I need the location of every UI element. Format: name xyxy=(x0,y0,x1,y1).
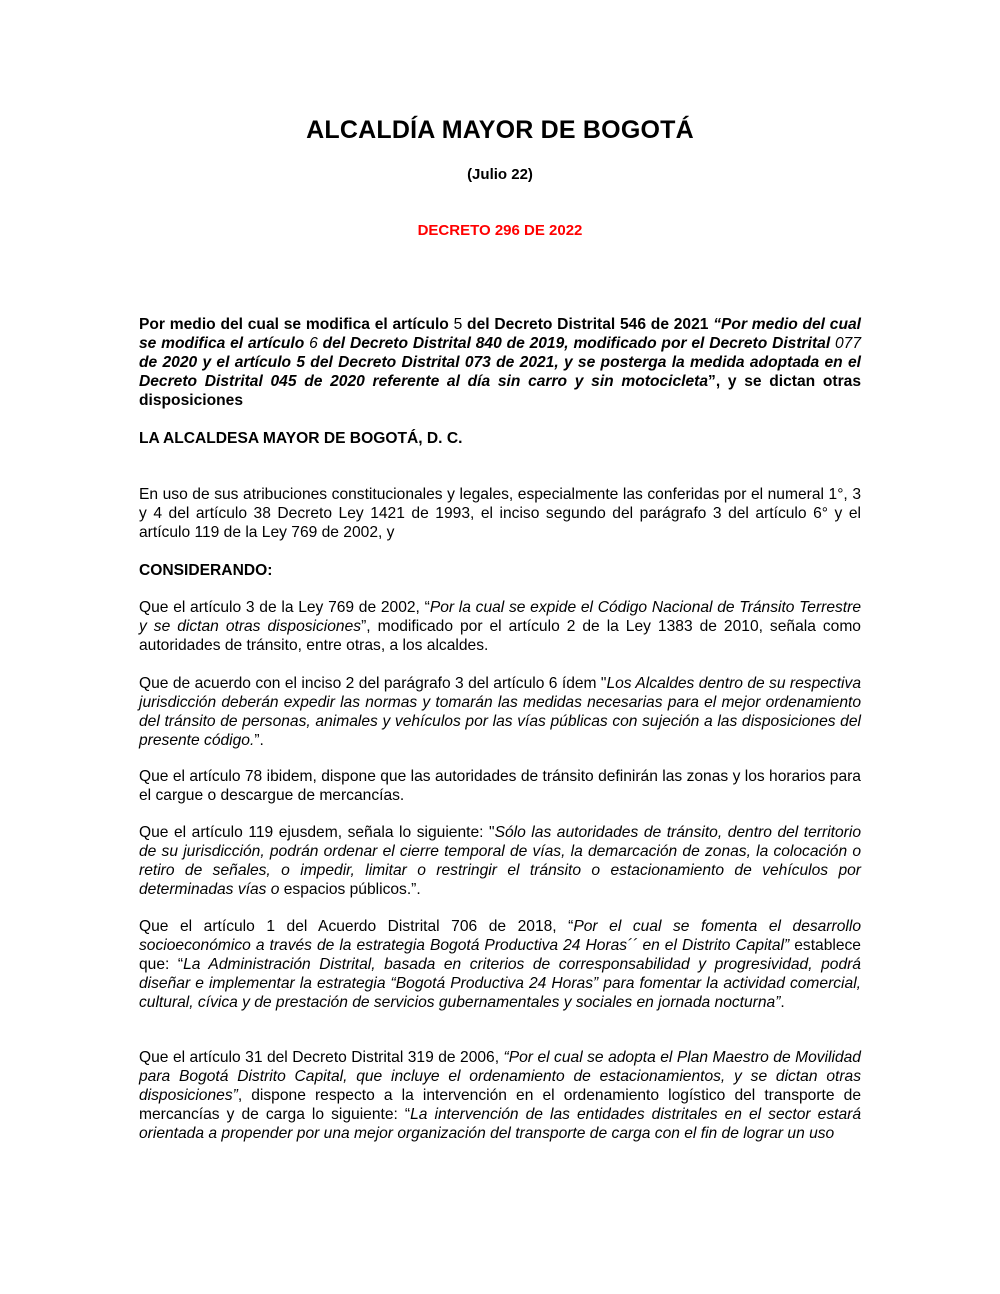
paragraph-part: establece que: “ xyxy=(139,937,861,973)
paragraph-part: Sólo las autoridades de tránsito, dentro del territorio de su jurisdicción, podrán ordenar el cierre temporal de vías, la demarcación de zonas, la colocación o retiro de señales, o impedir, limitar o restringir el tránsito o estacionamiento de vehículos por determinadas vías o xyxy=(139,824,861,898)
heading-part: del Decreto Distrital 546 de 2021 xyxy=(462,316,714,333)
paragraph-part: Por el cual se fomenta el desarrollo socioeconómico a través de la estrategia Bogotá Productiva 24 Horas´´ en el Distrito Capital” xyxy=(139,918,861,954)
paragraph-4 xyxy=(139,823,861,899)
paragraph-5 xyxy=(139,917,861,1012)
paragraph-part: “Por el cual se adopta el Plan Maestro de Movilidad para Bogotá Distrito Capital, que incluye el ordenamiento de estacionamientos, y se dictan otras disposiciones” xyxy=(139,1049,861,1104)
paragraph-part: Por la cual se expide el Código Nacional de Tránsito Terrestre y se dictan otras disposiciones xyxy=(139,599,861,635)
authority-line xyxy=(139,429,861,448)
paragraph-part: . xyxy=(780,994,785,1011)
paragraph-part: , dispone respecto a la intervención en el ordenamiento logístico del transporte de mercancías y de carga lo siguiente: “ xyxy=(139,1087,861,1123)
paragraph-part: espacios públicos.”. xyxy=(279,881,421,898)
heading-part: 6 xyxy=(309,335,318,352)
paragraph-part: Que el artículo 119 ejusdem, señala lo siguiente: " xyxy=(139,824,495,841)
paragraph-2 xyxy=(139,674,861,750)
heading-part: “Por medio del cual se modifica el artículo xyxy=(139,316,861,352)
paragraph-part: La Administración Distrital, basada en criterios de corresponsabilidad y progresividad, podrá diseñar e implementar la estrategia “Bogotá Productiva 24 Horas” para fomentar la actividad comercial, cultural, cívica y de prestación de servicios gubernamentales y sociales en jornada nocturna” xyxy=(139,956,861,1011)
considerando-text: CONSIDERANDO: xyxy=(139,562,273,579)
heading-part: Por medio del cual se modifica el artículo xyxy=(139,316,454,333)
paragraph-part: Que de acuerdo con el inciso 2 del parágrafo 3 del artículo 6 ídem " xyxy=(139,675,607,692)
decree-number: DECRETO 296 DE 2022 xyxy=(417,222,583,239)
paragraph-3 xyxy=(139,767,861,805)
powers-text: En uso de sus atribuciones constitucionales y legales, especialmente las conferidas por el numeral 1°, 3 y 4 del artículo 38 Decreto Ley 1421 de 1993, el inciso segundo del parágrafo 3 del artículo 6° y el artículo 119 de la Ley 769 de 2002, y xyxy=(139,486,861,541)
page-title: ALCALDÍA MAYOR DE BOGOTÁ xyxy=(306,116,694,144)
authority-text: LA ALCALDESA MAYOR DE BOGOTÁ, D. C. xyxy=(139,430,463,447)
considerando-heading xyxy=(139,561,861,580)
paragraph-part: Que el artículo 1 del Acuerdo Distrital 706 de 2018, “ xyxy=(139,918,574,935)
paragraph-part: ”. xyxy=(254,732,264,749)
paragraph-part: Que el artículo 31 del Decreto Distrital 319 de 2006, xyxy=(139,1049,504,1066)
heading-part: de 2020 y el artículo 5 del Decreto Distrital 073 de 2021, y se posterga la medida adoptada en el Decreto Distrital 045 de 2020 referente al día sin carro y sin motocicleta xyxy=(139,354,861,390)
paragraph-6 xyxy=(139,1048,861,1143)
paragraph-1 xyxy=(139,598,861,655)
paragraph-part: Los Alcaldes dentro de su respectiva jurisdicción deberán expedir las normas y tomarán las medidas necesarias para el mejor ordenamiento del tránsito de personas, animales y vehículos por las vías públicas con sujeción a las disposiciones del presente código. xyxy=(139,675,861,749)
decree-heading xyxy=(139,315,861,410)
paragraph-part: Que el artículo 3 de la Ley 769 de 2002, “ xyxy=(139,599,430,616)
paragraph-part: ”, modificado por el artículo 2 de la Ley 1383 de 2010, señala como autoridades de tránsito, entre otras, a los alcaldes. xyxy=(139,618,861,654)
heading-part: 077 xyxy=(834,335,862,352)
powers-paragraph xyxy=(139,485,861,542)
paragraph-text: Que el artículo 78 ibidem, dispone que las autoridades de tránsito definirán las zonas y los horarios para el cargue o descargue de mercancías. xyxy=(139,768,861,804)
paragraph-part: La intervención de las entidades distritales en el sector estará orientada a propender por una mejor organización del transporte de carga con el fin de lograr un uso xyxy=(139,1106,861,1142)
heading-part: del Decreto Distrital 840 de 2019, modificado por el Decreto Distrital xyxy=(317,335,835,352)
decree-date: (Julio 22) xyxy=(467,166,533,183)
heading-part: ”, y se dictan otras disposiciones xyxy=(139,373,862,409)
heading-part: 5 xyxy=(453,316,463,333)
